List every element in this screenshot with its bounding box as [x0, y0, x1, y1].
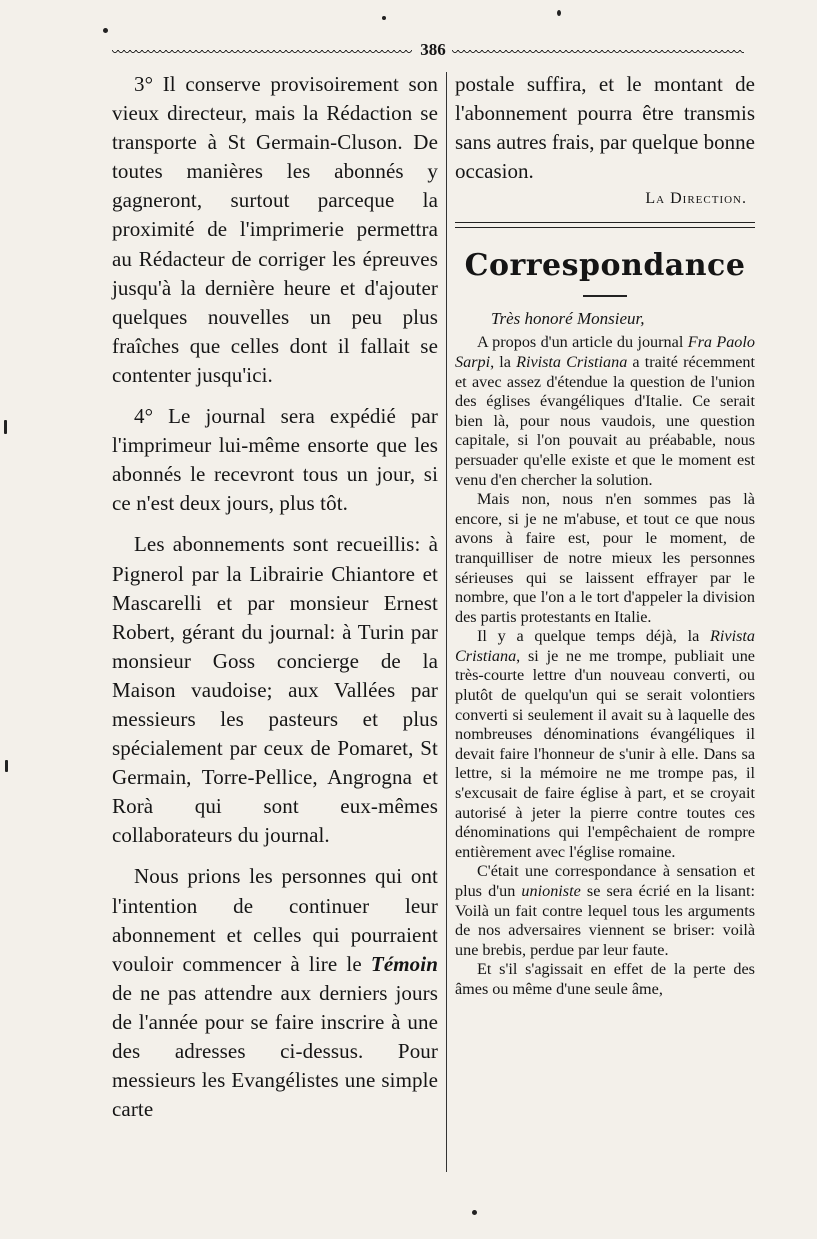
salutation: Très honoré Monsieur,: [491, 309, 645, 329]
text-run: se sera écrié en la lisant: Voilà un fait contre lequel tous les arguments de nos adversaires viennent se briser: voilà une brebis, perdue par leur faute.: [455, 882, 755, 959]
scan-speck: [5, 760, 8, 772]
text-run: C'était une correspondance à sensation et plus d'un: [455, 862, 755, 900]
page-number: 386: [420, 40, 446, 59]
text-run: de ne pas attendre aux derniers jours de l'année pour se faire inscrire à une des adresses ci-dessus. Pour messieurs les Evangélistes une simple carte: [112, 980, 438, 1122]
column-divider: [446, 72, 447, 1172]
letter-paragraph: [455, 627, 755, 862]
text-run: , si je ne me trompe, publiait une très-courte lettre d'un nouveau converti, ou plutôt de quelqu'un qui se serait volontiers converti si seulement il avait su à laquelle des nombreuses dénominations évangéliques il devait faire l'honneur de s'unir à elle. Dans sa lettre, si la mémoire ne me trompe pas, il s'excusait de faire église à part, et se croyait autorisé à jeter la pierre contre toutes ces dénominations qui l'empêchaient de rompre entièrement avec l'église romaine.: [455, 646, 755, 861]
continuation-paragraph: postale suffira, et le montant de l'abonnement pourra être transmis sans autres frais, par quelque bonne occasion.: [455, 72, 755, 184]
scan-speck: [472, 1210, 477, 1215]
paragraph-3: 3° Il conserve provisoirement son vieux directeur, mais la Rédaction se transporte à St Germain-Cluson. De toutes manières les abonnés y gagneront, surtout parceque la proximité de l'imprimerie permettra au Rédacteur de corriger les épreuves jusqu'à la dernière heure et d'ajouter quelques nouvelles un peu plus fraîches que celles dont il fallait se contenter jusqu'ici.: [112, 72, 438, 387]
right-column: [455, 70, 755, 1000]
letter-paragraph: Et s'il s'agissait en effet de la perte des âmes ou même d'une seule âme,: [455, 960, 755, 998]
continuation-block: [455, 70, 755, 186]
paragraph-4: 4° Le journal sera expédié par l'imprimeur lui-même ensorte que les abonnés le recevront tous un jour, si ce n'est deux jours, plus tôt.: [112, 404, 438, 516]
page-header: [112, 40, 744, 66]
letter-paragraph: Mais non, nous n'en sommes pas là encore, si je ne m'abuse, et tout ce que nous avons à faire est, pour le moment, de tranquilliser de notre mieux les personnes sérieuses qui se laissent effrayer par le nombre, que l'on a le tort d'appeler la division des partis protestants en Italie.: [455, 490, 755, 626]
text-run: a traité récemment et avec assez d'étendue la question de l'union des églises évangéliques d'Italie. Ce serait bien là, pour nous vaudois, une question capitale, si l'on pouvait au préabable, nous persuader qu'elle existe et que le moment est venu d'en chercher la solution.: [455, 352, 755, 489]
text-run: Nous prions les personnes qui ont l'intention de continuer leur abonnement et celles qui pourraient vouloir commencer à lire le: [112, 864, 438, 976]
text-run: Il y a quelque temps déjà, la: [477, 627, 711, 646]
paragraph-subscriptions: Les abonnements sont recueillis: à Pignerol par la Librairie Chiantore et Mascarelli et par monsieur Ernest Robert, gérant du journal: à Turin par monsieur Goss concierge de la Maison vaudoise; aux Vallées par messieurs les pasteurs et plus spécialement par ceux de Pomaret, St Germain, Torre-Pellice, Angrogna et Rorà qui sont eux-mêmes collaborateurs du journal.: [112, 532, 438, 848]
journal-title: Fra Paolo Sarpi: [455, 333, 755, 371]
emphasis-word: unioniste: [521, 882, 581, 900]
scan-speck: [382, 16, 386, 20]
left-column: [112, 70, 438, 1124]
letter-paragraph: [455, 333, 755, 490]
scan-speck: [557, 10, 561, 16]
journal-title: Rivista Cristiana: [516, 352, 628, 371]
header-rule-right: [452, 50, 744, 56]
section-title: Correspondance: [464, 248, 746, 284]
header-rule-left: [112, 50, 412, 56]
letter-body: [455, 333, 755, 999]
paragraph-request: [112, 862, 438, 1124]
scan-speck: [4, 420, 7, 434]
letter-paragraph: [455, 862, 755, 960]
text-run: A propos d'un article du journal: [477, 333, 688, 352]
scan-speck: [103, 28, 108, 33]
signature: La Direction.: [645, 190, 747, 208]
journal-title: Témoin: [370, 951, 438, 976]
journal-title: Rivista Cristiana: [455, 627, 755, 665]
text-run: , la: [490, 352, 517, 371]
title-dash: [583, 295, 627, 297]
section-separator: [455, 222, 755, 228]
